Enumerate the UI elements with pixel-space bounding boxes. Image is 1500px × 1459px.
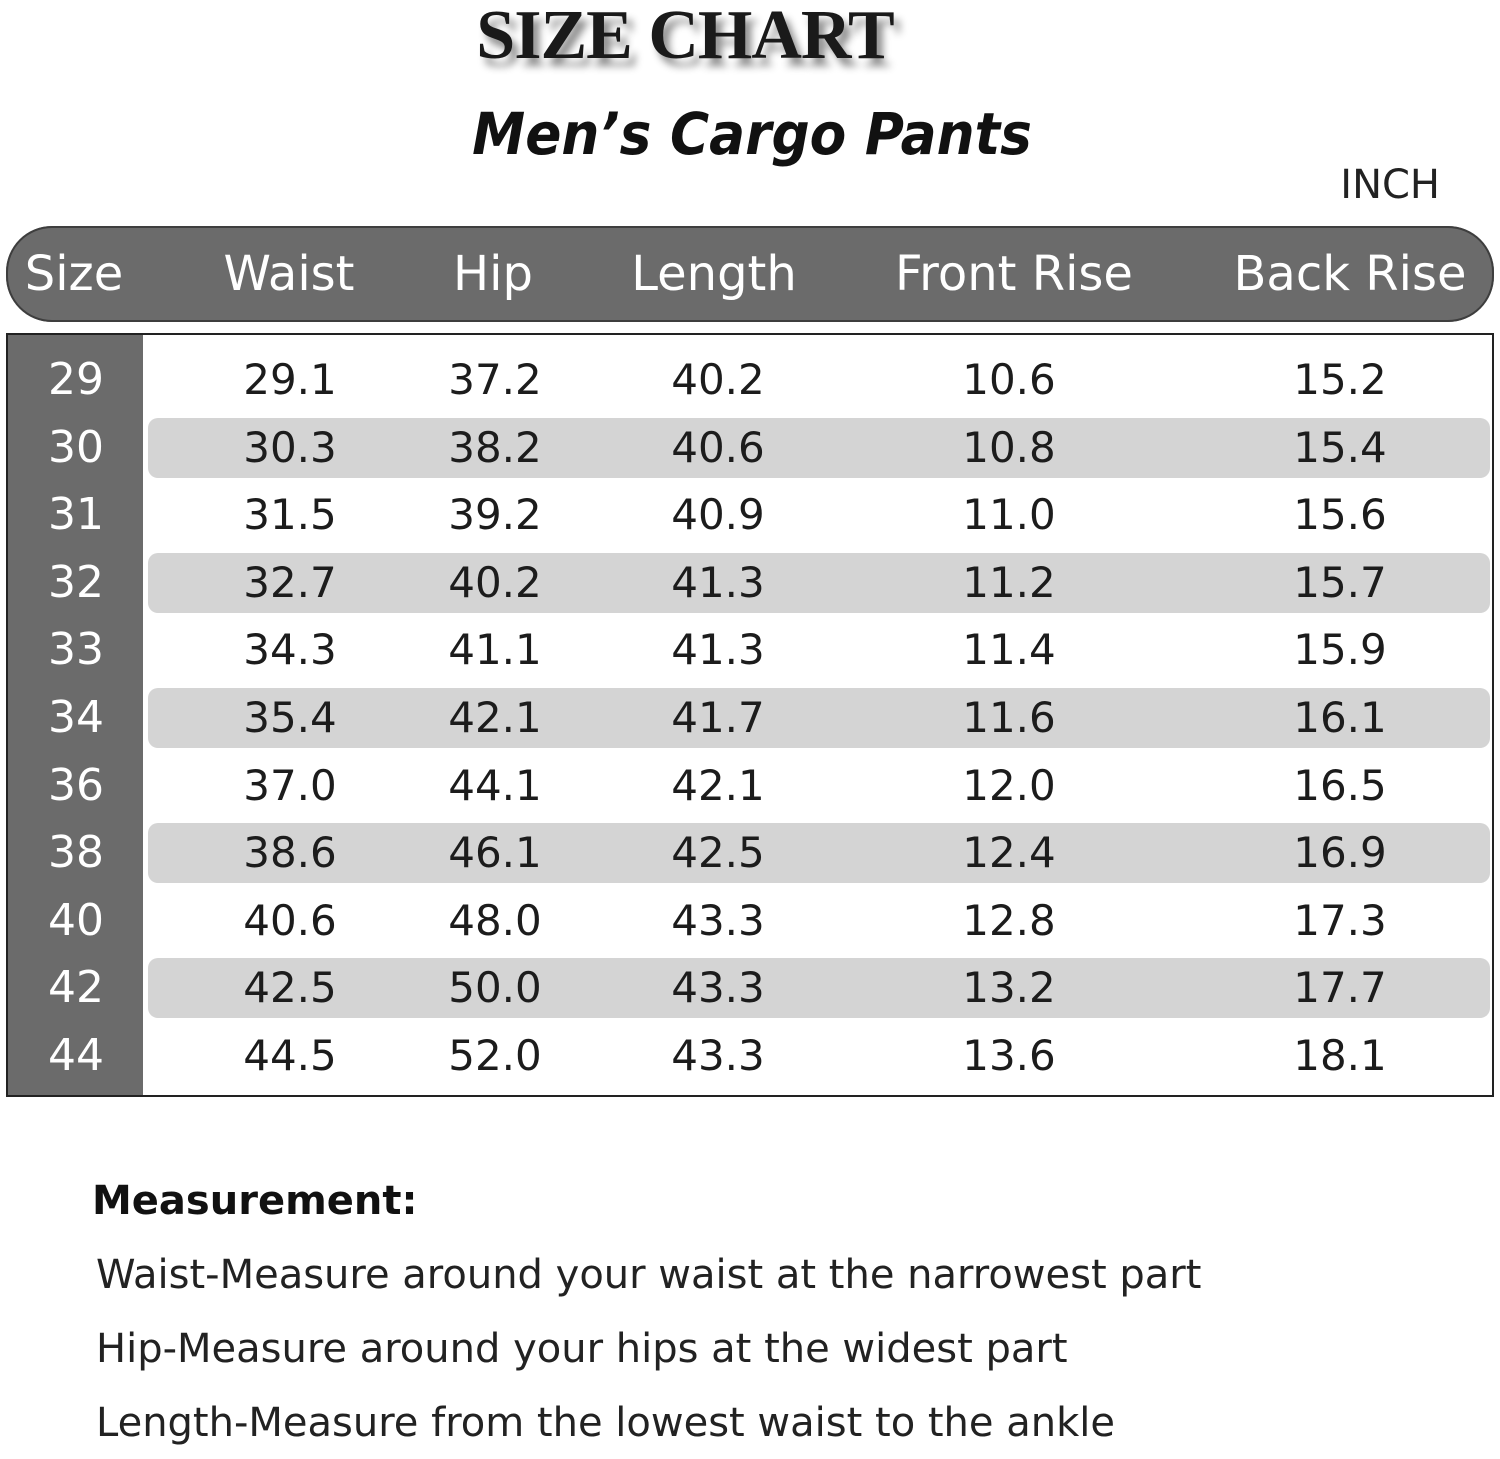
table-cell: 10.6 [962,355,1056,404]
table-cell: 12.0 [962,760,1056,810]
table-cell: 15.6 [1293,490,1387,540]
table-cell: 40.2 [671,355,765,404]
table-cell: 42.1 [671,760,765,810]
table-row [8,1026,1492,1086]
row-band [148,553,1490,613]
table-cell: 10.8 [962,422,1056,472]
table-row [8,350,1492,410]
table-cell: 41.1 [448,625,542,675]
table-cell: 12.4 [962,828,1056,878]
table-cell: 29.1 [243,355,337,404]
measurement-hip: Hip-Measure around your hips at the widest part [96,1326,1068,1372]
table-cell: 11.4 [962,625,1056,675]
table-cell: 16.9 [1293,828,1387,878]
table-cell: 37.2 [448,355,542,404]
column-header-hip: Hip [453,246,533,302]
table-cell: 42.5 [671,828,765,878]
row-band [148,891,1490,951]
table-cell: 35.4 [243,693,337,742]
table-cell: 16.1 [1293,693,1387,742]
page-title: SIZE CHART [476,0,894,74]
table-header [6,226,1494,322]
row-band [148,620,1490,680]
size-cell: 40 [48,894,104,946]
table-cell: 11.2 [962,557,1056,607]
table-row [8,958,1492,1018]
table-cell: 44.5 [243,1031,337,1080]
size-cell: 29 [48,354,104,405]
table-cell: 46.1 [448,828,542,878]
table-cell: 11.6 [962,693,1056,742]
row-band [148,418,1490,478]
size-cell: 36 [48,759,104,811]
table-cell: 41.3 [671,625,765,675]
table-cell: 15.2 [1293,355,1387,404]
size-cell: 32 [48,556,104,608]
measurement-waist: Waist-Measure around your waist at the narrowest part [96,1252,1202,1298]
product-subtitle: Men’s Cargo Pants [472,100,1032,168]
table-row [8,620,1492,680]
table-row [8,891,1492,951]
measurement-length: Length-Measure from the lowest waist to the ankle [96,1400,1115,1446]
table-cell: 40.2 [448,557,542,607]
table-cell: 31.5 [243,490,337,540]
column-header-back-rise: Back Rise [1233,246,1467,302]
table-cell: 13.2 [962,963,1056,1013]
table-cell: 38.2 [448,422,542,472]
table-cell: 43.3 [671,963,765,1013]
table-cell: 43.3 [671,895,765,945]
unit-label: INCH [1340,162,1440,208]
table-cell: 39.2 [448,490,542,540]
table-cell: 41.7 [671,693,765,742]
table-cell: 41.3 [671,557,765,607]
table-cell: 13.6 [962,1031,1056,1080]
size-cell: 30 [48,421,104,473]
size-cell: 33 [48,624,104,676]
table-cell: 15.4 [1293,422,1387,472]
row-band [148,350,1490,410]
table-cell: 48.0 [448,895,542,945]
table-row [8,553,1492,613]
table-cell: 34.3 [243,625,337,675]
table-cell: 30.3 [243,422,337,472]
table-cell: 16.5 [1293,760,1387,810]
table-cell: 12.8 [962,895,1056,945]
table-row [8,485,1492,545]
row-band [148,756,1490,816]
table-cell: 42.5 [243,963,337,1013]
size-cell: 38 [48,827,104,879]
table-cell: 43.3 [671,1031,765,1080]
table-cell: 44.1 [448,760,542,810]
row-band [148,823,1490,883]
table-cell: 15.7 [1293,557,1387,607]
column-header-size: Size [24,246,124,302]
column-header-waist: Waist [223,246,355,302]
table-cell: 37.0 [243,760,337,810]
table-cell: 42.1 [448,693,542,742]
table-cell: 32.7 [243,557,337,607]
table-cell: 15.9 [1293,625,1387,675]
table-cell: 11.0 [962,490,1056,540]
column-header-front-rise: Front Rise [895,246,1133,302]
row-band [148,1026,1490,1086]
table-row [8,418,1492,478]
size-cell: 31 [48,489,104,541]
table-row [8,756,1492,816]
size-cell: 34 [48,692,104,743]
row-band [148,485,1490,545]
size-cell: 44 [48,1030,104,1081]
row-band [148,958,1490,1018]
table-cell: 38.6 [243,828,337,878]
row-band [148,688,1490,748]
table-cell: 40.6 [671,422,765,472]
table-cell: 17.3 [1293,895,1387,945]
size-table [6,333,1494,1097]
table-cell: 17.7 [1293,963,1387,1013]
table-row [8,688,1492,748]
table-cell: 52.0 [448,1031,542,1080]
table-cell: 50.0 [448,963,542,1013]
size-cell: 42 [48,962,104,1014]
table-cell: 18.1 [1293,1031,1387,1080]
table-row [8,823,1492,883]
table-cell: 40.6 [243,895,337,945]
column-header-length: Length [631,246,797,302]
table-cell: 40.9 [671,490,765,540]
measurement-heading: Measurement: [92,1178,418,1224]
